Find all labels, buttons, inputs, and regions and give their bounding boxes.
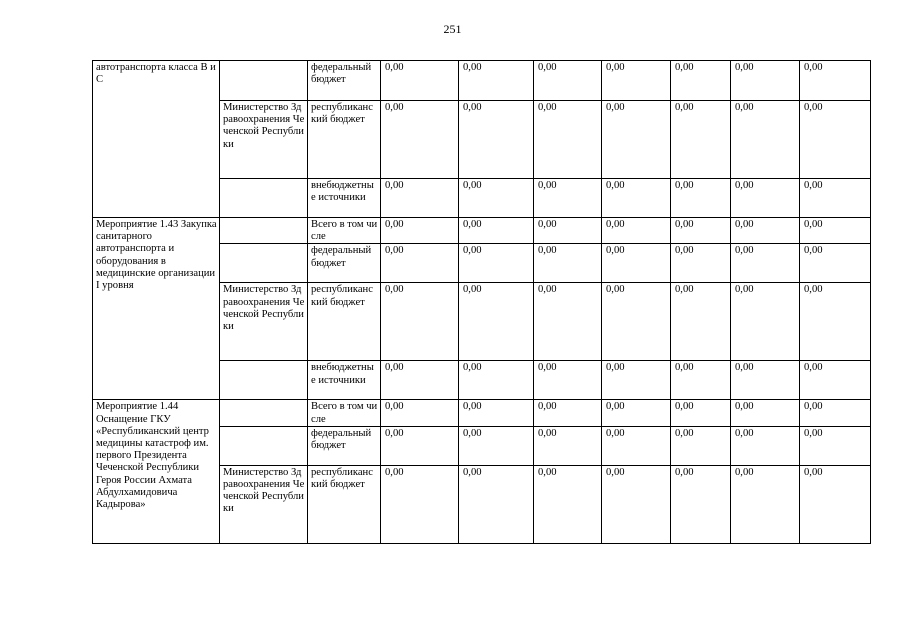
value-cell: 0,00 (459, 465, 534, 543)
value-cell: 0,00 (731, 400, 800, 426)
value-cell: 0,00 (671, 465, 731, 543)
value-cell: 0,00 (602, 179, 671, 218)
value-cell: 0,00 (459, 179, 534, 218)
value-cell: 0,00 (381, 465, 459, 543)
value-cell: 0,00 (731, 244, 800, 283)
funding-source-cell: республиканский бюджет (308, 465, 381, 543)
value-cell: 0,00 (731, 283, 800, 361)
value-cell: 0,00 (381, 361, 459, 400)
value-cell: 0,00 (381, 61, 459, 101)
value-cell: 0,00 (671, 361, 731, 400)
value-cell: 0,00 (459, 101, 534, 179)
executor-cell (220, 426, 308, 465)
value-cell: 0,00 (731, 218, 800, 244)
funding-source-cell: Всего в том числе (308, 400, 381, 426)
value-cell: 0,00 (602, 218, 671, 244)
funding-source-cell: внебюджетные источники (308, 361, 381, 400)
value-cell: 0,00 (534, 283, 602, 361)
value-cell: 0,00 (381, 179, 459, 218)
value-cell: 0,00 (534, 426, 602, 465)
value-cell: 0,00 (602, 283, 671, 361)
value-cell: 0,00 (459, 283, 534, 361)
value-cell: 0,00 (731, 101, 800, 179)
value-cell: 0,00 (671, 400, 731, 426)
value-cell: 0,00 (800, 283, 871, 361)
value-cell: 0,00 (800, 465, 871, 543)
value-cell: 0,00 (381, 101, 459, 179)
budget-table (92, 60, 871, 544)
value-cell: 0,00 (731, 179, 800, 218)
value-cell: 0,00 (534, 101, 602, 179)
funding-source-cell: федеральный бюджет (308, 426, 381, 465)
value-cell: 0,00 (671, 218, 731, 244)
value-cell: 0,00 (381, 426, 459, 465)
executor-cell (220, 218, 308, 244)
value-cell: 0,00 (381, 218, 459, 244)
executor-cell: Министерство Здравоохранения Чеченской Республики (220, 465, 308, 543)
value-cell: 0,00 (800, 244, 871, 283)
table-row (93, 61, 871, 101)
value-cell: 0,00 (602, 101, 671, 179)
value-cell: 0,00 (731, 361, 800, 400)
value-cell: 0,00 (671, 244, 731, 283)
value-cell: 0,00 (534, 400, 602, 426)
value-cell: 0,00 (800, 101, 871, 179)
table-row (93, 218, 871, 244)
value-cell: 0,00 (534, 218, 602, 244)
value-cell: 0,00 (671, 179, 731, 218)
executor-cell (220, 400, 308, 426)
value-cell: 0,00 (534, 179, 602, 218)
value-cell: 0,00 (459, 244, 534, 283)
value-cell: 0,00 (800, 61, 871, 101)
value-cell: 0,00 (534, 465, 602, 543)
executor-cell (220, 244, 308, 283)
value-cell: 0,00 (381, 283, 459, 361)
value-cell: 0,00 (459, 400, 534, 426)
value-cell: 0,00 (671, 101, 731, 179)
value-cell: 0,00 (731, 61, 800, 101)
value-cell: 0,00 (534, 244, 602, 283)
value-cell: 0,00 (602, 400, 671, 426)
funding-source-cell: республиканский бюджет (308, 101, 381, 179)
value-cell: 0,00 (602, 465, 671, 543)
value-cell: 0,00 (800, 400, 871, 426)
funding-source-cell: федеральный бюджет (308, 244, 381, 283)
executor-cell (220, 361, 308, 400)
funding-source-cell: республиканский бюджет (308, 283, 381, 361)
value-cell: 0,00 (534, 61, 602, 101)
value-cell: 0,00 (800, 218, 871, 244)
activity-cell: Мероприятие 1.43 Закупка санитарного автотранспорта и оборудования в медицинские организации I уровня (93, 218, 220, 400)
value-cell: 0,00 (381, 244, 459, 283)
value-cell: 0,00 (671, 61, 731, 101)
value-cell: 0,00 (534, 361, 602, 400)
value-cell: 0,00 (800, 361, 871, 400)
value-cell: 0,00 (381, 400, 459, 426)
page-number: 251 (443, 22, 462, 36)
value-cell: 0,00 (459, 61, 534, 101)
value-cell: 0,00 (800, 179, 871, 218)
value-cell: 0,00 (731, 426, 800, 465)
executor-cell: Министерство Здравоохранения Чеченской Республики (220, 101, 308, 179)
value-cell: 0,00 (602, 426, 671, 465)
executor-cell: Министерство Здравоохранения Чеченской Республики (220, 283, 308, 361)
value-cell: 0,00 (602, 244, 671, 283)
value-cell: 0,00 (602, 61, 671, 101)
value-cell: 0,00 (602, 361, 671, 400)
funding-source-cell: Всего в том числе (308, 218, 381, 244)
activity-cell: автотранспорта класса В и С (93, 61, 220, 218)
executor-cell (220, 61, 308, 101)
value-cell: 0,00 (459, 426, 534, 465)
funding-source-cell: внебюджетные источники (308, 179, 381, 218)
value-cell: 0,00 (671, 283, 731, 361)
funding-source-cell: федеральный бюджет (308, 61, 381, 101)
value-cell: 0,00 (459, 218, 534, 244)
value-cell: 0,00 (671, 426, 731, 465)
activity-cell: Мероприятие 1.44 Оснащение ГКУ «Республиканский центр медицины катастроф им. первого Президента Чеченской Республики Героя России Ахмата Абдулхамидовича Кадырова» (93, 400, 220, 543)
value-cell: 0,00 (731, 465, 800, 543)
table-row (93, 400, 871, 426)
value-cell: 0,00 (459, 361, 534, 400)
value-cell: 0,00 (800, 426, 871, 465)
executor-cell (220, 179, 308, 218)
